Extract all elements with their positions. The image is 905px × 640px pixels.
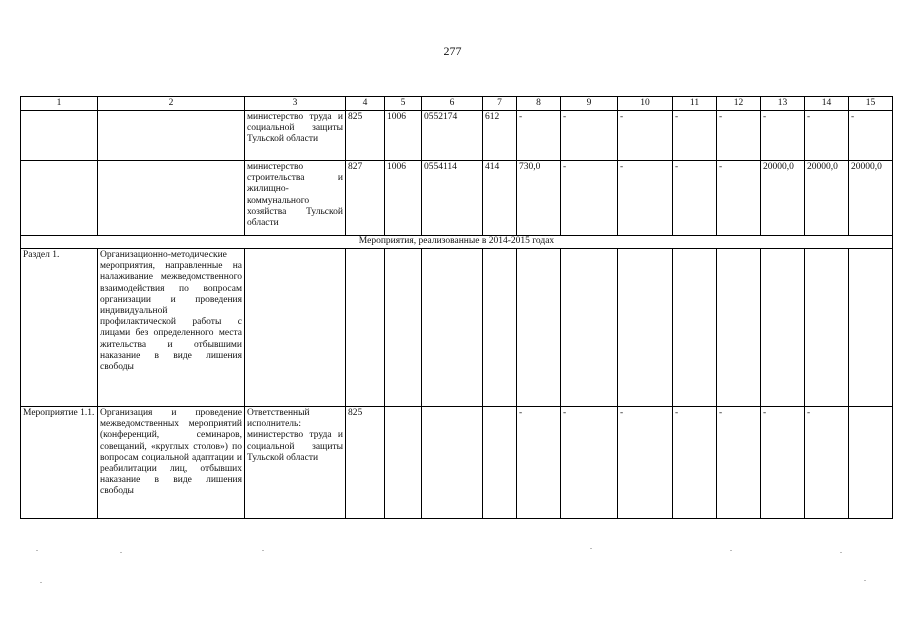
header-cell: 15 [849,97,893,111]
header-cell: 4 [346,97,385,111]
table-cell: - [517,111,561,161]
scan-speck [40,582,42,583]
table-cell [422,407,483,519]
table-cell: - [805,407,849,519]
table-cell: 414 [483,161,517,236]
table-cell: 825 [346,407,385,519]
table-cell: 20000,0 [849,161,893,236]
table-cell [422,249,483,407]
header-cell: 13 [761,97,805,111]
table-cell: 827 [346,161,385,236]
scan-specks [0,540,905,630]
scan-speck [730,550,732,551]
scan-speck [590,548,592,549]
table-cell: Мероприятие 1.1. [21,407,98,519]
scan-speck [36,550,38,551]
table-cell: Организация и проведение межведомственных мероприятий (конференций, семинаров, совещаний, «круглых столов») по вопросам социальной адаптации и реабилитации лиц, отбывших наказание в виде лишения свободы [98,407,245,519]
table-cell [98,161,245,236]
table-cell: - [717,161,761,236]
table-cell [21,111,98,161]
table-cell [385,407,422,519]
scan-speck [864,580,866,581]
table-cell [673,249,717,407]
header-cell: 6 [422,97,483,111]
table-cell [385,249,422,407]
table-cell: 0554114 [422,161,483,236]
table-cell: - [618,407,673,519]
table-cell: - [673,407,717,519]
table-cell: - [618,161,673,236]
header-cell: 9 [561,97,618,111]
table-cell [483,407,517,519]
table-cell [805,249,849,407]
table-cell [346,249,385,407]
table-cell [849,249,893,407]
header-cell: 3 [245,97,346,111]
table-cell: 1006 [385,161,422,236]
table-cell: - [673,161,717,236]
table-cell: 612 [483,111,517,161]
table-cell: 20000,0 [805,161,849,236]
table-cell [849,407,893,519]
table-cell [483,249,517,407]
table-cell: - [717,407,761,519]
table-cell: - [561,407,618,519]
table-cell: Ответственный исполнитель: министерство труда и социальной защиты Тульской области [245,407,346,519]
table-cell [21,161,98,236]
table-cell: - [805,111,849,161]
table-cell: - [761,111,805,161]
table-row [21,161,893,236]
header-cell: 11 [673,97,717,111]
table-cell [618,249,673,407]
table-cell: - [618,111,673,161]
scan-speck [120,552,122,553]
table-row [21,111,893,161]
table-row [21,249,893,407]
table-cell: министерство труда и социальной защиты Тульской области [245,111,346,161]
table-cell: - [849,111,893,161]
table-cell: - [561,161,618,236]
table-cell: - [717,111,761,161]
table-cell: 20000,0 [761,161,805,236]
table-cell [761,249,805,407]
header-cell: 10 [618,97,673,111]
table-cell [245,249,346,407]
table-cell [717,249,761,407]
table-cell: 825 [346,111,385,161]
header-row [21,97,893,111]
table-cell: 0552174 [422,111,483,161]
table-cell: - [561,111,618,161]
header-cell: 5 [385,97,422,111]
table-cell: 730,0 [517,161,561,236]
table-cell: 1006 [385,111,422,161]
table-cell: - [517,407,561,519]
data-table [20,96,893,519]
table-cell: Раздел 1. [21,249,98,407]
table-cell: - [673,111,717,161]
section-title: Мероприятия, реализованные в 2014-2015 годах [21,236,893,249]
header-cell: 2 [98,97,245,111]
header-cell: 12 [717,97,761,111]
header-cell: 8 [517,97,561,111]
scan-speck [262,550,264,551]
table-cell [98,111,245,161]
header-cell: 7 [483,97,517,111]
table-cell: - [761,407,805,519]
page-number: 277 [443,44,462,58]
table-row [21,407,893,519]
header-cell: 1 [21,97,98,111]
table-cell: Организационно-методические мероприятия, направленные на налаживание межведомственного взаимодействия по вопросам организации и проведения индивидуальной профилактической работы с лицами без определенного места жительства и отбывшими наказание в виде лишения свободы [98,249,245,407]
scan-speck [840,552,842,553]
table-cell [517,249,561,407]
section-row [21,236,893,249]
table-cell: министерство строительства и жилищно-коммунального хозяйства Тульской области [245,161,346,236]
table-cell [561,249,618,407]
header-cell: 14 [805,97,849,111]
